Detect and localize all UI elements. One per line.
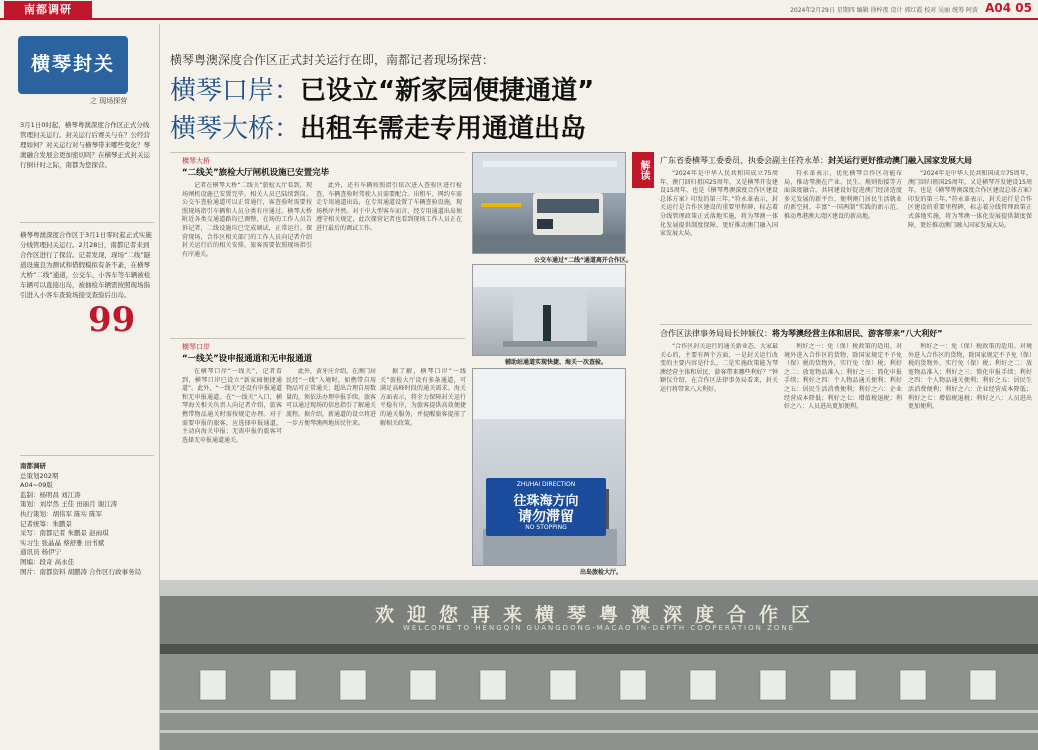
interpret-body-2b: 利好之一：免（保）税政策的适用。对境外进入合作区的货物，除国家规定不予免（保）税的货物外，实行免（保）税；利好之二：放宽物品准入；利好之三：简化申报手续；利好之四：个人物品通关便利；利好之五：居民生活消费便利；利好之六：企业经营成本降低；利好之七：增值税退税；利好之八：人员进出更加便利。 xyxy=(784,343,902,411)
interpret-body: “2024年是中华人民共和国成立75周年，澳门回归祖国25周年，又是横琴开发建设15周年，也是《横琴粤澳深度合作区建设总体方案》印发的第三年。”符永革表示，封关运行是合作区建设的重要里程碑，标志着分线管理政策正式落地实施，将为琴澳一体化发展提供制度保障，更好推动澳门融入国家发展大局。 xyxy=(660,170,778,238)
headline-1-topic: 横琴口岸： xyxy=(170,76,301,106)
hall-illustration xyxy=(473,265,626,356)
credit-line: 南都调研 xyxy=(20,462,46,470)
credit-line: 采写：南都记者 朱鹏景 赵雨琪 xyxy=(20,529,109,538)
credit-line: 图片：南都资料 胡鹏涛 合作区行政事务局 xyxy=(20,567,142,576)
credit-line: 图编：段奇 高永佳 xyxy=(20,557,75,566)
story-1-label: 横琴大桥 xyxy=(182,157,210,165)
interpret-body-2c: 利好之一：免（保）税政策的适用。对境外进入合作区的货物，除国家规定不予免（保）税的货物外，实行免（保）税；利好之二：放宽物品准入；利好之三：简化申报手续；利好之四：个人物品通关便利；利好之五：居民生活消费便利；利好之六：企业经营成本降低；利好之七：增值税退税；利好之八：人员进出更加便利。 xyxy=(908,343,1032,411)
photo-inspection-hall xyxy=(472,264,626,356)
headline-line-1 xyxy=(170,74,594,108)
page-number: A04 05 xyxy=(985,1,1032,15)
interpret-body-b: 符永革表示，优化横琴合作区功能布局，推动琴澳在产业、民生、规则衔接等方面深度融合，共同建设好促进澳门经济适度多元发展的新平台、便利澳门居民生活就业的新空间、丰富“一国两制”实践的新示范、推动粤港澳大湾区建设的新高地。 xyxy=(784,170,902,220)
headline-line-2 xyxy=(170,112,586,146)
bus-illustration xyxy=(473,153,626,254)
direction-sign xyxy=(486,478,606,536)
credits-divider xyxy=(20,455,154,456)
sign-no-stopping-cn: 请勿滞留 xyxy=(518,509,574,525)
photo-1-caption: 公交车通过“二线”通道离开合作区。 xyxy=(534,257,632,264)
credit-line: 实习生 张晶晶 蔡舒雅 田书斌 xyxy=(20,538,105,547)
photo-bus-lane xyxy=(472,152,626,254)
lead-paragraph: 3月1日0时起，横琴粤澳深度合作区正式分线管理封关运行。封关运行后赛关与在？公经营理如何？对关运行对与横琴带来哪些变化？琴澳融合发展会更加密切吗？在横琴正式封关运行倒计时之际，南都为您探营。 xyxy=(20,121,150,169)
interpret-title-2: 将为琴澳经营主体和居民、游客带来“八大利好” xyxy=(772,329,943,338)
story-2-label: 横琴口岸 xyxy=(182,343,210,351)
credit-line: A04~09版 xyxy=(20,481,53,490)
checkpoint-banner-photo xyxy=(160,580,1038,750)
interpret-headline xyxy=(660,155,1032,166)
banner-chinese-text: 欢迎您再来横琴粤澳深度合作区 xyxy=(374,604,823,626)
interpret-speaker-2: 合作区法律事务局局长钟颖仪： xyxy=(660,329,772,338)
credits-block xyxy=(20,462,154,577)
interpret-speaker: 广东省委横琴工委委员、执委会副主任符永革： xyxy=(660,156,828,165)
story-1-title: “二线关”旅检大厅闸机设施已安置完毕 xyxy=(182,168,330,178)
story-2-body: 在横琴口岸“一线关”，记者看到，横琴口岸已设立“新家园便捷通道”。此外，“一线关”还设有申报通道和无申报通道。在“一线关”入口，横琴海关相关负责人向记者介绍，旅客携带物品通关时需按规定办理。对于需要申报的旅客，应选择申报通道，主动向海关申报；无需申报的旅客可选择无申报通道通关。 xyxy=(182,368,282,444)
summary-paragraph: 横琴粤澳深度合作区于3月1日零时起正式实施分线管理封关运行。2月28日，南都记者来到合作区进行了探营。记者发现，现场“二线”隧道设施良为测试和借假模拟有条不紊，在横琴大桥“二线”通道，公交车、小客车等车辆被检车辆可以直接出岛，被抽检车辆需按照现场指引进入小客车查验场接受查验后出岛。 xyxy=(20,231,152,299)
sign-english-direction: ZHUHAI DIRECTION xyxy=(516,481,576,488)
credit-line: 记者统筹：朱鹏景 xyxy=(20,519,72,528)
interpret-body-c: “2024年是中华人民共和国成立75周年，澳门回归祖国25周年，又是横琴开发建设15周年，也是《横琴粤澳深度合作区建设总体方案》印发的第三年。”符永革表示，封关运行是合作区建设的重要里程碑，标志着分线管理政策正式落地实施，将为琴澳一体化发展提供制度保障，更好推动澳门融入国家发展大局。 xyxy=(908,170,1032,229)
credit-line: 监制：杨明昌 刘江涛 xyxy=(20,490,81,499)
story-2-body-b: 此外，黄牙庄介绍，在澳门居民经“一线”入境时，如携带自用物品可正常通关；超出合理自用数量的，须依法办理申报手续。旅客可以通过现场的信息指引了解通关流程。据介绍，新通道的设立将进一步方便琴澳两地居民往来。 xyxy=(286,368,376,427)
story-1-body-b: 此外，还有车辆按照指引依次进入查验区进行检查，车辆查验时驾驶人员需要配合。出租车、网约车需走专用通道出岛，在专用通道设置了车辆查验设施，现场秩序井然。对于中大型客车而言，经专用通道出岛须遵守相关规定，此次探营记者也看到现场工作人员正在进行最后的调试工作。 xyxy=(316,182,462,232)
quote-mark: 99 xyxy=(88,300,136,340)
story-1-rule xyxy=(170,152,465,153)
headline-deck: 横琴粤澳深度合作区正式封关运行在即，南都记者现场探营： xyxy=(170,53,495,67)
headline-1-main: 已设立“新家园便捷通道” xyxy=(300,76,595,106)
headline-2-topic: 横琴大桥： xyxy=(170,114,301,144)
story-2-body-c: 据了解，横琴口岸“一线关”旅检大厅设有多条通道，可满足高峰时段的通关需求。海关方面表示，将全力保障封关运行平稳有序，为旅客提供高效便捷的通关服务，并提醒旅客提前了解相关政策。 xyxy=(380,368,466,427)
series-kicker: 横琴封关 xyxy=(18,36,128,94)
photo-2-caption: 辅助站通道实现快捷、海关一次查验。 xyxy=(505,359,608,366)
newspaper-brand: 南都调研 xyxy=(4,1,92,18)
credit-line: 执行策划：胡伟军 陈实 陈军 xyxy=(20,509,103,518)
photo-3-caption: 出岛旅检大厅。 xyxy=(580,569,623,576)
interpret-headline-2 xyxy=(660,328,1032,339)
interpret-tag: 解读 xyxy=(632,152,654,188)
interpret-title: 封关运行更好推动澳门融入国家发展大局 xyxy=(828,156,972,165)
banner-english-text: WELCOME TO HENGQIN GUANGDONG-MACAO IN-DEPTH COOPERATION ZONE xyxy=(402,624,796,632)
headline-2-main: 出租车需走专用通道出岛 xyxy=(300,114,587,144)
credit-line: 总策划202期 xyxy=(20,471,59,480)
exit-hall-illustration xyxy=(473,369,626,566)
interpret-body-2: “合作区封关运行的通关新业态，大家最关心的，主要有两个方面，一是封关运行改变的主要内容是什么，二是实施政策能为琴澳经营主体和居民、游客带来哪些利好？”钟颖仪介绍，在合作区法律事务局看来，封关运行将带来八大利好。 xyxy=(660,343,778,393)
photo-exit-hall xyxy=(472,368,626,566)
sidebar-divider xyxy=(20,222,154,223)
story-2-title: “一线关”设申报通道和无申报通道 xyxy=(182,354,313,364)
credit-line: 策划：刘岸然 王佳 田丽月 谢江涛 xyxy=(20,500,118,509)
sign-no-stopping-en: NO STOPPING xyxy=(525,524,567,531)
story-2-rule xyxy=(170,338,465,339)
interpret-divider xyxy=(660,324,1032,325)
dateline: 2024年2月29日 星期四 编辑 徐梓夜 设计 郭红霞 校对 吴丽 统筹 阿黄 xyxy=(790,7,978,14)
sign-chinese-direction: 往珠海方向 xyxy=(513,494,579,509)
story-1-body: 记者在横琴大桥“二线关”旅检大厅看到，现场闸机设施已安置完毕，相关人员已陆续到岗。公交车查验通道可以正常通行，客查验时需要按照现场指引车辆和人员分类有序通过。横琴大桥附近各类交通道路均已调整，在场的工作人员告诉记者，二线设施均已完成调试，正常运行。探营现场，合作区相关部门的工作人员向记者介绍封关运行后的相关安排，旅客需要依照现场指引有序通关。 xyxy=(182,182,312,258)
credit-line: 通讯员 杨伊宁 xyxy=(20,548,62,557)
series-kicker-sub: 之 现场探营 xyxy=(90,97,128,105)
